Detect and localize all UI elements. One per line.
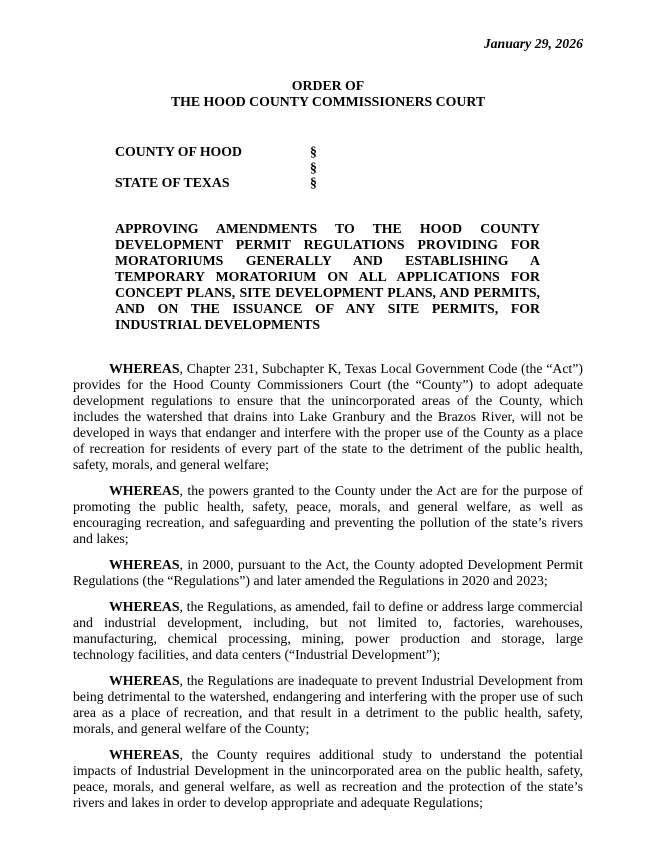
parties-block [115,144,583,191]
whereas-lead: WHEREAS [109,672,180,688]
state-label: STATE OF TEXAS [115,175,230,190]
document-date: January 29, 2026 [483,36,583,51]
whereas-paragraph-3 [73,557,583,589]
party-label-spacer [115,160,310,176]
paragraph-text: , the Regulations, as amended, fail to define or address large commercial and industrial development, including, but not limited to, factories, warehouses, manufacturing, chemical processing, mining, power production and storage, large technology facilities, and data centers (“Industrial Development”); [73,598,583,662]
document-title-line2: THE HOOD COUNTY COMMISSIONERS COURT [170,94,486,109]
party-row-middle [115,160,583,176]
document-title-line1: ORDER OF [291,78,365,93]
document-title [73,78,583,110]
whereas-lead: WHEREAS [109,598,180,614]
whereas-paragraph-4 [73,599,583,663]
whereas-lead: WHEREAS [109,482,180,498]
paragraph-text: , in 2000, pursuant to the Act, the County adopted Development Permit Regulations (the “Regulations”) and later amended the Regulations in 2020 and 2023; [73,556,583,588]
paragraph-text: , the powers granted to the County under the Act are for the purpose of promoting the public health, safety, peace, morals, and general welfare, as well as encouraging recreation, and safeguarding and preventing the pollution of the state’s rivers and lakes; [73,482,583,546]
paragraph-text: , the Regulations are inadequate to prevent Industrial Development from being detrimental to the watershed, endangering and interfering with the proper use of such area as a place of recreation, and that result in a detriment to the public health, safety, morals, and general welfare of the County; [73,672,583,736]
whereas-paragraph-2 [73,483,583,547]
paragraph-text: , the County requires additional study to understand the potential impacts of Industrial Development in the unincorporated area on the public health, safety, peace, morals, and general welfare, as well as recreation and the protection of the state’s rivers and lakes in order to develop appropriate and adequate Regulations; [73,746,583,810]
whereas-paragraph-6 [73,747,583,811]
whereas-lead: WHEREAS [109,360,180,376]
section-symbol: § [310,144,317,159]
whereas-lead: WHEREAS [109,556,180,572]
section-symbol: § [310,175,317,190]
whereas-lead: WHEREAS [109,746,180,762]
subject-heading: APPROVING AMENDMENTS TO THE HOOD COUNTY DEVELOPMENT PERMIT REGULATIONS PROVIDING FOR MORATORIUMS GENERALLY AND ESTABLISHING A TEMPORARY MORATORIUM ON ALL APPLICATIONS FOR CONCEPT PLANS, SITE DEVELOPMENT PLANS, AND PERMITS, AND ON THE ISSUANCE OF ANY SITE PERMITS, FOR INDUSTRIAL DEVELOPMENTS [115,220,540,332]
whereas-paragraph-1 [73,361,583,473]
paragraph-text: , Chapter 231, Subchapter K, Texas Local Government Code (the “Act”) provides for the Hood County Commissioners Court (the “County”) to adopt adequate development regulations to ensure that the unincorporated areas of the County, which includes the watershed that drains into Lake Granbury and the Brazos River, will not be developed in ways that endanger and interfere with the proper use of the County as a place of recreation for residents of every part of the state to the detriment of the public health, safety, morals, and general welfare; [73,360,583,472]
party-row-state [115,175,583,191]
whereas-paragraph-5 [73,673,583,737]
county-label: COUNTY OF HOOD [115,144,242,159]
party-row-county [115,144,583,160]
section-symbol: § [310,159,317,175]
